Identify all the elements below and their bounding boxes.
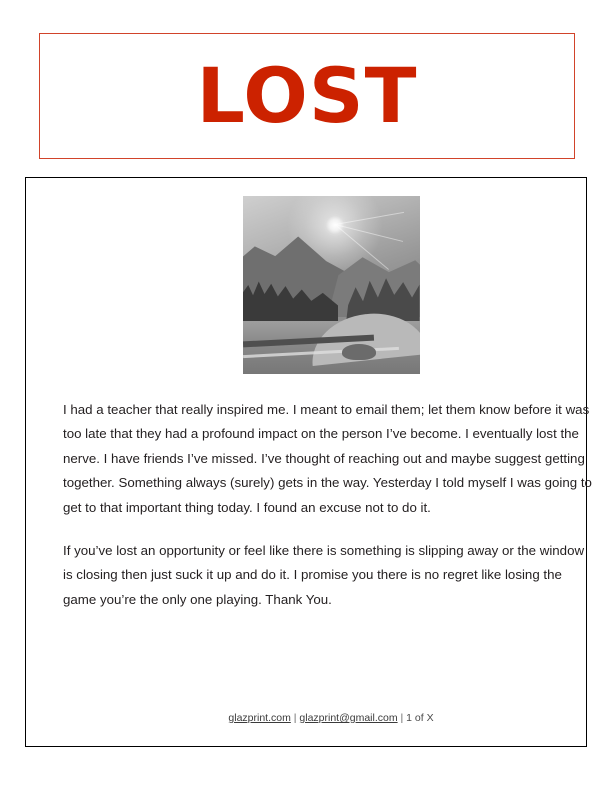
body-paragraph-1: I had a teacher that really inspired me. I meant to email them; let them know before it was too late that they had a profound impact on the person I’ve become. I eventually lost the nerve. I have friends I’ve missed. I’ve thought of reaching out and maybe suggest getting together. Something always (surely) gets in the way. Yesterday I told myself I was going to get to that important thing today. I found an excuse not to do it. [63, 402, 592, 515]
footer-separator-2: | [397, 712, 407, 724]
footer-website-link[interactable]: glazprint.com [228, 712, 291, 724]
roadside-rock [342, 344, 376, 360]
title-banner [39, 33, 575, 159]
body-content [63, 194, 599, 724]
footer-email-link[interactable]: glazprint@gmail.com [299, 712, 398, 724]
footer-page-number: 1 of X [406, 712, 434, 724]
page-title: LOST [196, 51, 418, 140]
footer [63, 712, 599, 724]
body-frame [25, 177, 592, 747]
photo-container [63, 196, 599, 374]
mountain-road-sunrise-photo [243, 196, 420, 374]
footer-separator-1: | [290, 712, 300, 724]
body-paragraph-2: If you’ve lost an opportunity or feel like there is something is slipping away or the window is closing then just suck it up and do it. I promise you there is no regret like losing the game you’re the only one playing. Thank You. [63, 543, 585, 607]
